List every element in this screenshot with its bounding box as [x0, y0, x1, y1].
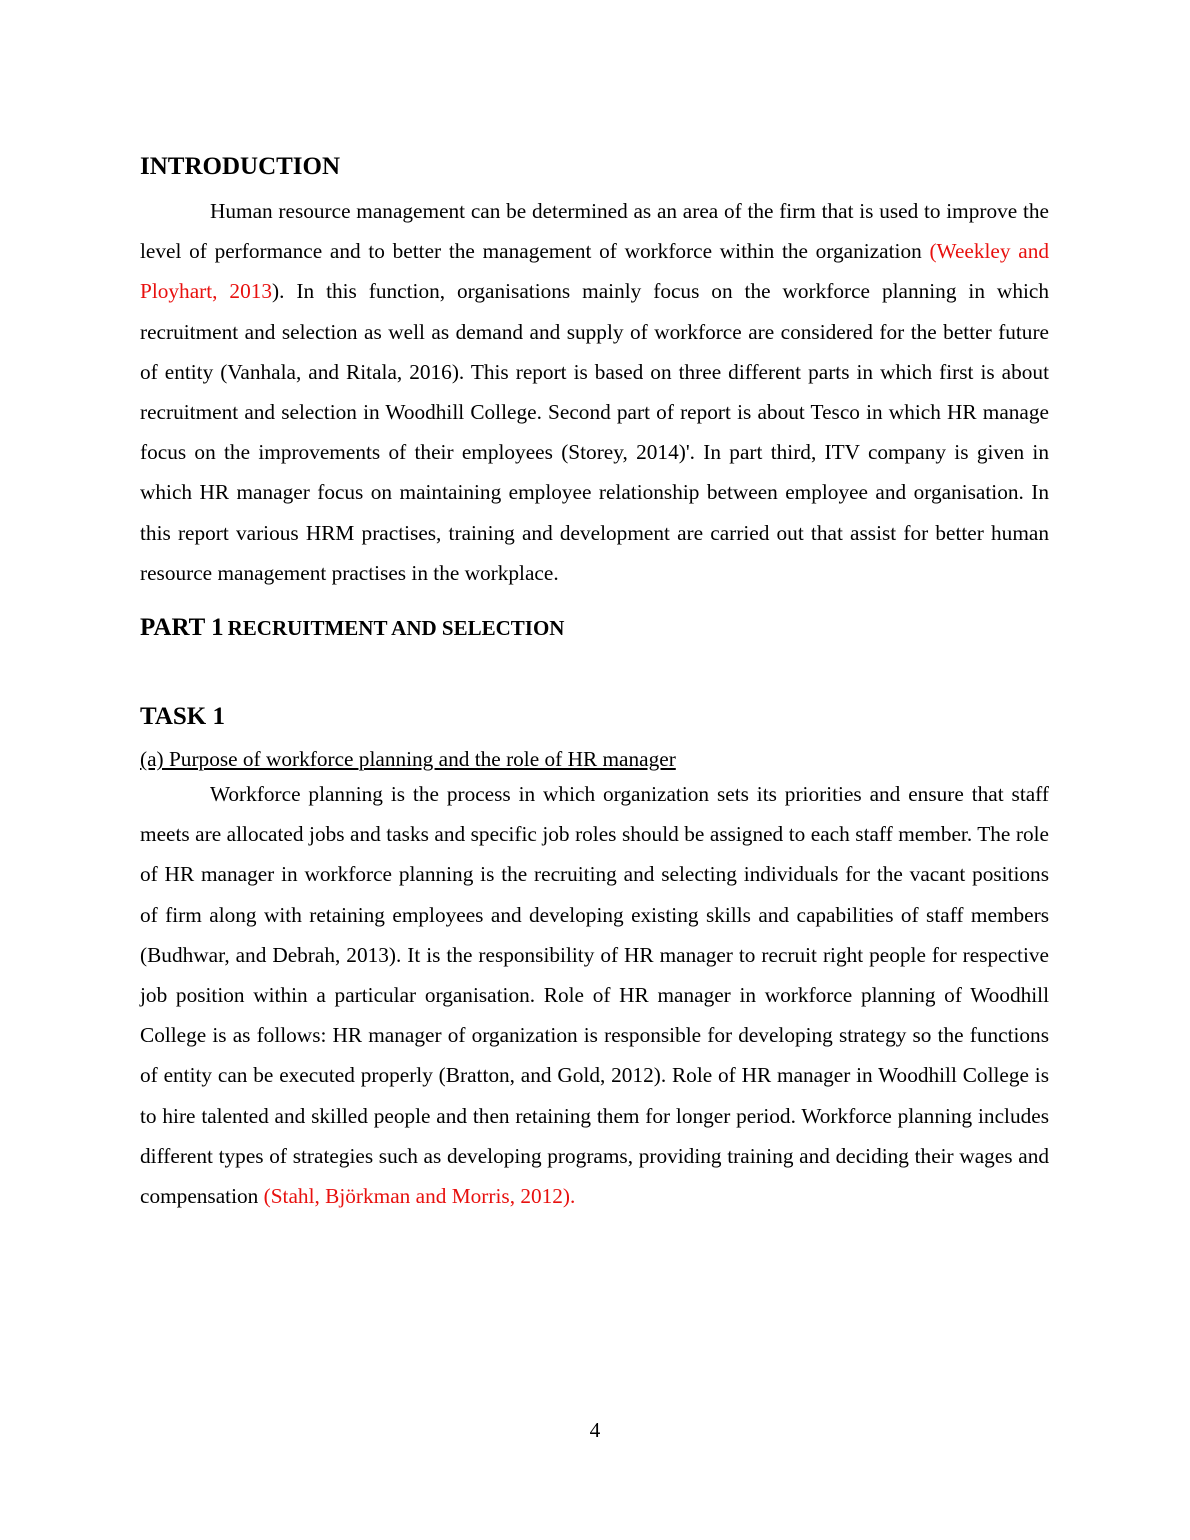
- task1-text: Workforce planning is the process in which organization sets its priorities and ensure that staff meets are allocated jobs and tasks and specific job roles should be assigned to each staff member. The role of HR manager in workforce planning is the recruiting and selecting individuals for the vacant positions of firm along with retaining employees and developing existing skills and capabilities of staff members (Budhwar, and Debrah, 2013). It is the responsibility of HR manager to recruit right people for respective job position within a particular organisation. Role of HR manager in workforce planning of Woodhill College is as follows: HR manager of organization is responsible for developing strategy so the functions of entity can be executed properly (Bratton, and Gold, 2012). Role of HR manager in Woodhill College is to hire talented and skilled people and then retaining them for longer period. Workforce planning includes different types of strategies such as developing programs, providing training and deciding their wages and compensation: [140, 782, 1049, 1209]
- part1-heading: [140, 611, 1049, 648]
- introduction-citation: (Weekley and Ployhart, 2013: [140, 239, 1049, 304]
- task1-citation: (Stahl, Björkman and Morris, 2012).: [263, 1184, 576, 1209]
- introduction-paragraph: [140, 191, 1049, 593]
- introduction-heading: INTRODUCTION: [140, 153, 341, 180]
- part1-label: PART 1: [140, 614, 224, 642]
- document-page: [140, 150, 1049, 1216]
- introduction-text-rest: ). In this function, organisations mainly focus on the workforce planning in which recruitment and selection as well as demand and supply of workforce are considered for the better future of entity (Vanhala, and Ritala, 2016). This report is based on three different parts in which first is about recruitment and selection in Woodhill College. Second part of report is about Tesco in which HR manage focus on the improvements of their employees (Storey, 2014)'. In part third, ITV company is given in which HR manager focus on maintaining employee relationship between employee and organisation. In this report various HRM practises, training and development are carried out that assist for better human resource management practises in the workplace.: [140, 279, 1049, 585]
- part1-title: RECRUITMENT AND SELECTION: [227, 616, 565, 641]
- task1-heading: TASK 1: [140, 703, 225, 731]
- task1-subheading: (a) Purpose of workforce planning and the role of HR manager: [140, 747, 676, 772]
- task1-paragraph: [140, 774, 1049, 1216]
- page-number: 4: [589, 1418, 601, 1442]
- introduction-text-start: Human resource management can be determined as an area of the firm that is used to improve the level of performance and to better the management of workforce within the organization: [140, 199, 1049, 264]
